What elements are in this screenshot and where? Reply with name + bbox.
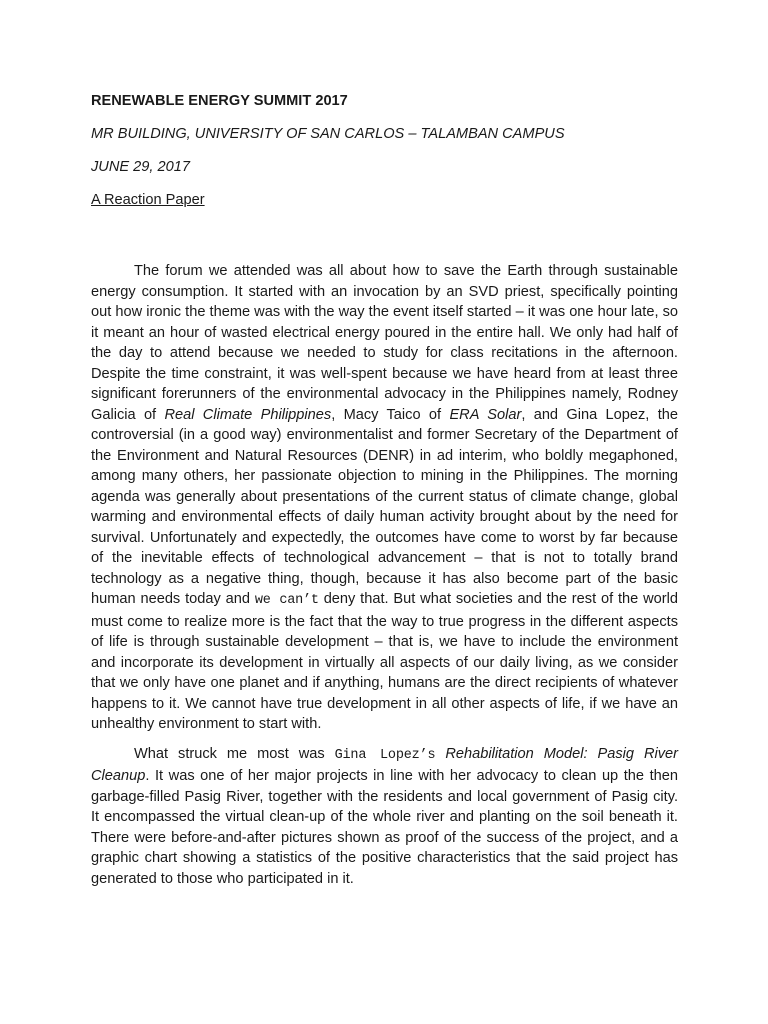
p2-text-2 <box>435 746 445 762</box>
paragraph-1 <box>91 261 678 735</box>
p2-text-1: What struck me most was <box>134 745 335 762</box>
org-era-solar: ERA Solar <box>449 406 522 423</box>
venue-line: MR BUILDING, UNIVERSITY OF SAN CARLOS – TALAMBAN CAMPUS <box>91 126 565 142</box>
project-title: Rehabilitation Model: Pasig River Cleanup <box>91 745 678 784</box>
p1-text-3: , and Gina Lopez, the controversial (in a good way) environmentalist and former Secretary of the Department of the Environment and Natural Resources (DENR) in ad interim, who boldly megaphoned, among many others, her passionate objection to mining in the Philippines. The morning agenda was generally about presentations of the current status of climate change, global warming and environmental effects of daily human activity brought about by the need for survival. Unfortunately and expectedly, the outcomes have come to worst by far because of the inevitable effects of technological advancement – that is not to totally brand technology as a negative thing, though, because it has also become part of the basic human needs today and <box>91 406 678 607</box>
document-type: A Reaction Paper <box>91 192 205 208</box>
org-real-climate: Real Climate Philippines <box>164 406 332 423</box>
document-body <box>91 261 678 889</box>
p1-mono-phrase: we can’t <box>254 593 319 608</box>
p2-text-3: . It was one of her major projects in line with her advocacy to clean up the then garbage-filled Pasig River, together with the residents and local government of Pasig city. It encompassed the virtual clean-up of the whole river and planting on the soil beneath it. There were before-and-after pictures shown as proof of the success of the project, and a graphic chart showing a statistics of the positive characteristics that the said project has generated to those who participated in it. <box>91 768 678 887</box>
document-header <box>91 93 691 209</box>
p1-text-2: , Macy Taico of <box>331 406 450 423</box>
p1-text-1: The forum we attended was all about how to save the Earth through sustainable energy consumption. It started with an invocation by an SVD priest, specifically pointing out how ironic the theme was with the way the event itself started – it was one hour late, so it meant an hour of wasted electrical energy poured in the entire hall. We only had half of the day to attend because we needed to study for class recitations in the afternoon. Despite the time constraint, it was well-spent because we have heard from at least three significant forerunners of the environmental advocacy in the Philippines namely, Rodney Galicia of <box>91 263 678 423</box>
p1-text-4: deny that. But what societies and the rest of the world must come to realize more is the fact that the way to true progress in the different aspects of life is through sustainable development – that is, we have to include the environment and incorporate its development in virtually all aspects of our daily living, as we consider that we only have one planet and if anything, humans are the direct recipients of whatever happens to it. We cannot have true development in all other aspects of life, if we have an unhealthy environment to start with. <box>91 591 679 732</box>
paragraph-2 <box>91 744 678 890</box>
p2-mono-name: Gina Lopez’s <box>334 747 436 763</box>
date-line: JUNE 29, 2017 <box>91 159 190 175</box>
summit-title: RENEWABLE ENERGY SUMMIT 2017 <box>91 93 348 109</box>
